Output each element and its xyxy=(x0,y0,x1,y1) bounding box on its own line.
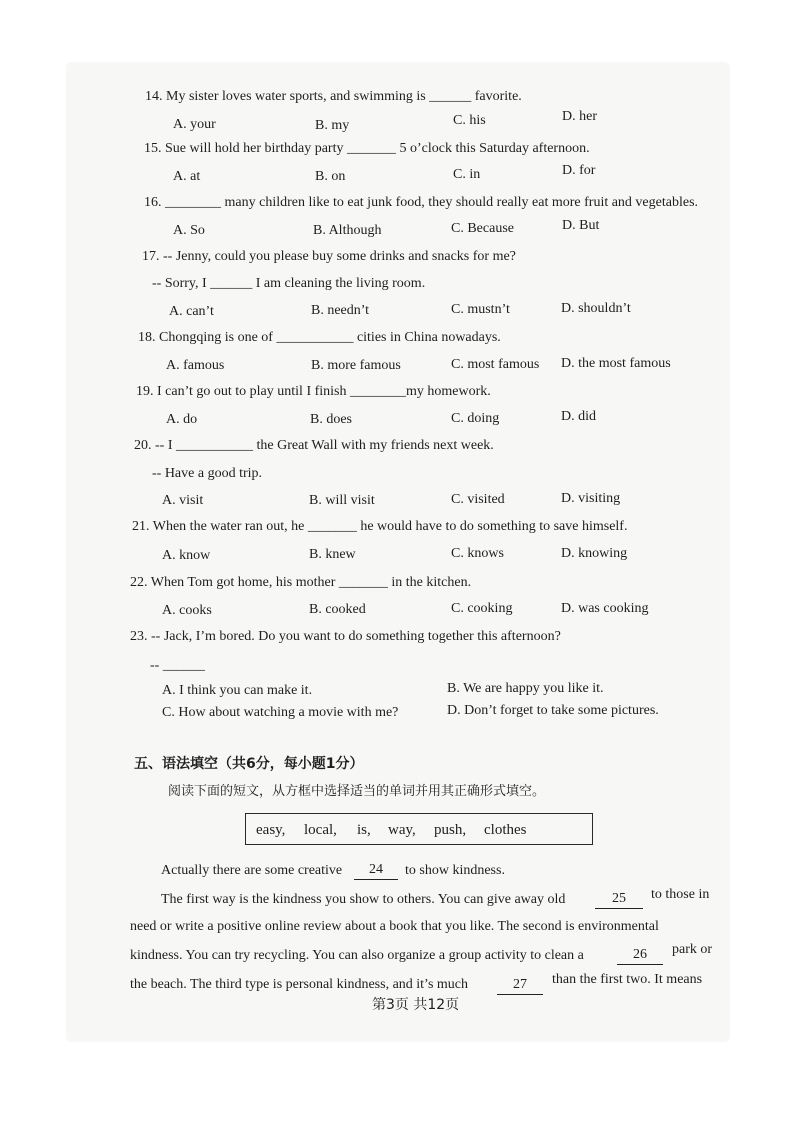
passage-line-1a: Actually there are some creative xyxy=(161,863,343,878)
section-heading: 五、语法填空（共6分，每小题1分） xyxy=(134,756,364,772)
passage-line-2b: to those in xyxy=(651,887,710,902)
q14-option-d: D. her xyxy=(562,109,597,124)
q22-option-b: B. cooked xyxy=(309,602,366,617)
page-number-footer: 第3页 共12页 xyxy=(372,997,460,1013)
q22-option-a: A. cooks xyxy=(162,603,212,618)
blank-27[interactable]: 27 xyxy=(497,976,543,995)
q15-option-c: C. in xyxy=(453,167,481,182)
q19-option-c: C. doing xyxy=(451,411,500,426)
passage-line-4a: kindness. You can try recycling. You can also organize a group activity to clean a xyxy=(130,948,584,963)
q20-option-b: B. will visit xyxy=(309,493,375,508)
passage-line-5b: than the first two. It means xyxy=(552,972,703,987)
word-bank-item: is, xyxy=(357,822,371,838)
q22-option-d: D. was cooking xyxy=(561,601,649,616)
question-23-reply: -- ______ xyxy=(150,658,205,673)
section-instruction: 阅读下面的短文，从方框中选择适当的单词并用其正确形式填空。 xyxy=(168,784,546,799)
question-15-stem: 15. Sue will hold her birthday party _______ 5 o’clock this Saturday afternoon. xyxy=(144,141,590,156)
q17-option-c: C. mustn’t xyxy=(451,302,510,317)
word-bank-item: push, xyxy=(434,822,467,838)
q14-option-c: C. his xyxy=(453,113,486,128)
q20-option-c: C. visited xyxy=(451,492,505,507)
passage-line-5a: the beach. The third type is personal kindness, and it’s much xyxy=(130,977,469,992)
q14-option-a: A. your xyxy=(173,117,216,132)
q21-option-d: D. knowing xyxy=(561,546,628,561)
question-20-stem: 20. -- I ___________ the Great Wall with my friends next week. xyxy=(134,438,494,453)
blank-26[interactable]: 26 xyxy=(617,946,663,965)
q17-option-b: B. needn’t xyxy=(311,303,370,318)
q18-option-d: D. the most famous xyxy=(561,356,671,371)
q23-option-d: D. Don’t forget to take some pictures. xyxy=(447,703,659,718)
q17-option-a: A. can’t xyxy=(169,304,214,319)
q18-option-a: A. famous xyxy=(166,358,225,373)
question-20-reply: -- Have a good trip. xyxy=(152,466,263,481)
question-21-stem: 21. When the water ran out, he _______ he would have to do something to save himself. xyxy=(132,519,628,534)
q16-option-d: D. But xyxy=(562,218,600,233)
q21-option-a: A. know xyxy=(162,548,211,563)
blank-24[interactable]: 24 xyxy=(354,861,398,880)
q16-option-c: C. Because xyxy=(451,221,514,236)
q14-option-b: B. my xyxy=(315,118,350,133)
q23-option-a: A. I think you can make it. xyxy=(162,683,313,698)
q23-option-c: C. How about watching a movie with me? xyxy=(162,705,399,720)
blank-25[interactable]: 25 xyxy=(595,890,643,909)
question-18-stem: 18. Chongqing is one of ___________ cities in China nowadays. xyxy=(138,330,501,345)
word-bank-item: clothes xyxy=(484,822,527,838)
q21-option-b: B. knew xyxy=(309,547,356,562)
passage-line-4b: park or xyxy=(672,942,713,957)
question-16-stem: 16. ________ many children like to eat junk food, they should really eat more fruit and vegetables. xyxy=(144,195,699,210)
q18-option-c: C. most famous xyxy=(451,357,540,372)
q20-option-d: D. visiting xyxy=(561,491,621,506)
q18-option-b: B. more famous xyxy=(311,358,401,373)
q16-option-a: A. So xyxy=(173,223,205,238)
q16-option-b: B. Although xyxy=(313,223,382,238)
passage-line-2a: The first way is the kindness you show to others. You can give away old xyxy=(161,892,566,907)
q22-option-c: C. cooking xyxy=(451,601,513,616)
question-17-reply: -- Sorry, I ______ I am cleaning the living room. xyxy=(152,276,426,291)
q23-option-b: B. We are happy you like it. xyxy=(447,681,604,696)
q19-option-d: D. did xyxy=(561,409,596,424)
question-19-stem: 19. I can’t go out to play until I finish ________my homework. xyxy=(136,384,491,399)
question-23-stem: 23. -- Jack, I’m bored. Do you want to do something together this afternoon? xyxy=(130,629,561,644)
passage-line-1b: to show kindness. xyxy=(405,863,505,878)
q15-option-b: B. on xyxy=(315,169,346,184)
q15-option-a: A. at xyxy=(173,169,201,184)
q19-option-a: A. do xyxy=(166,412,198,427)
question-17-stem: 17. -- Jenny, could you please buy some drinks and snacks for me? xyxy=(142,249,516,264)
q15-option-d: D. for xyxy=(562,163,596,178)
word-bank-item: easy, xyxy=(256,822,286,838)
word-bank-item: way, xyxy=(388,822,416,838)
word-bank-item: local, xyxy=(304,822,337,838)
q20-option-a: A. visit xyxy=(162,493,204,508)
word-bank-box xyxy=(245,813,593,845)
question-14-stem: 14. My sister loves water sports, and swimming is ______ favorite. xyxy=(145,89,522,104)
q19-option-b: B. does xyxy=(310,412,352,427)
q17-option-d: D. shouldn’t xyxy=(561,301,631,316)
q21-option-c: C. knows xyxy=(451,546,504,561)
passage-line-3: need or write a positive online review about a book that you like. The second is environmental xyxy=(130,919,659,934)
question-22-stem: 22. When Tom got home, his mother _______ in the kitchen. xyxy=(130,575,472,590)
